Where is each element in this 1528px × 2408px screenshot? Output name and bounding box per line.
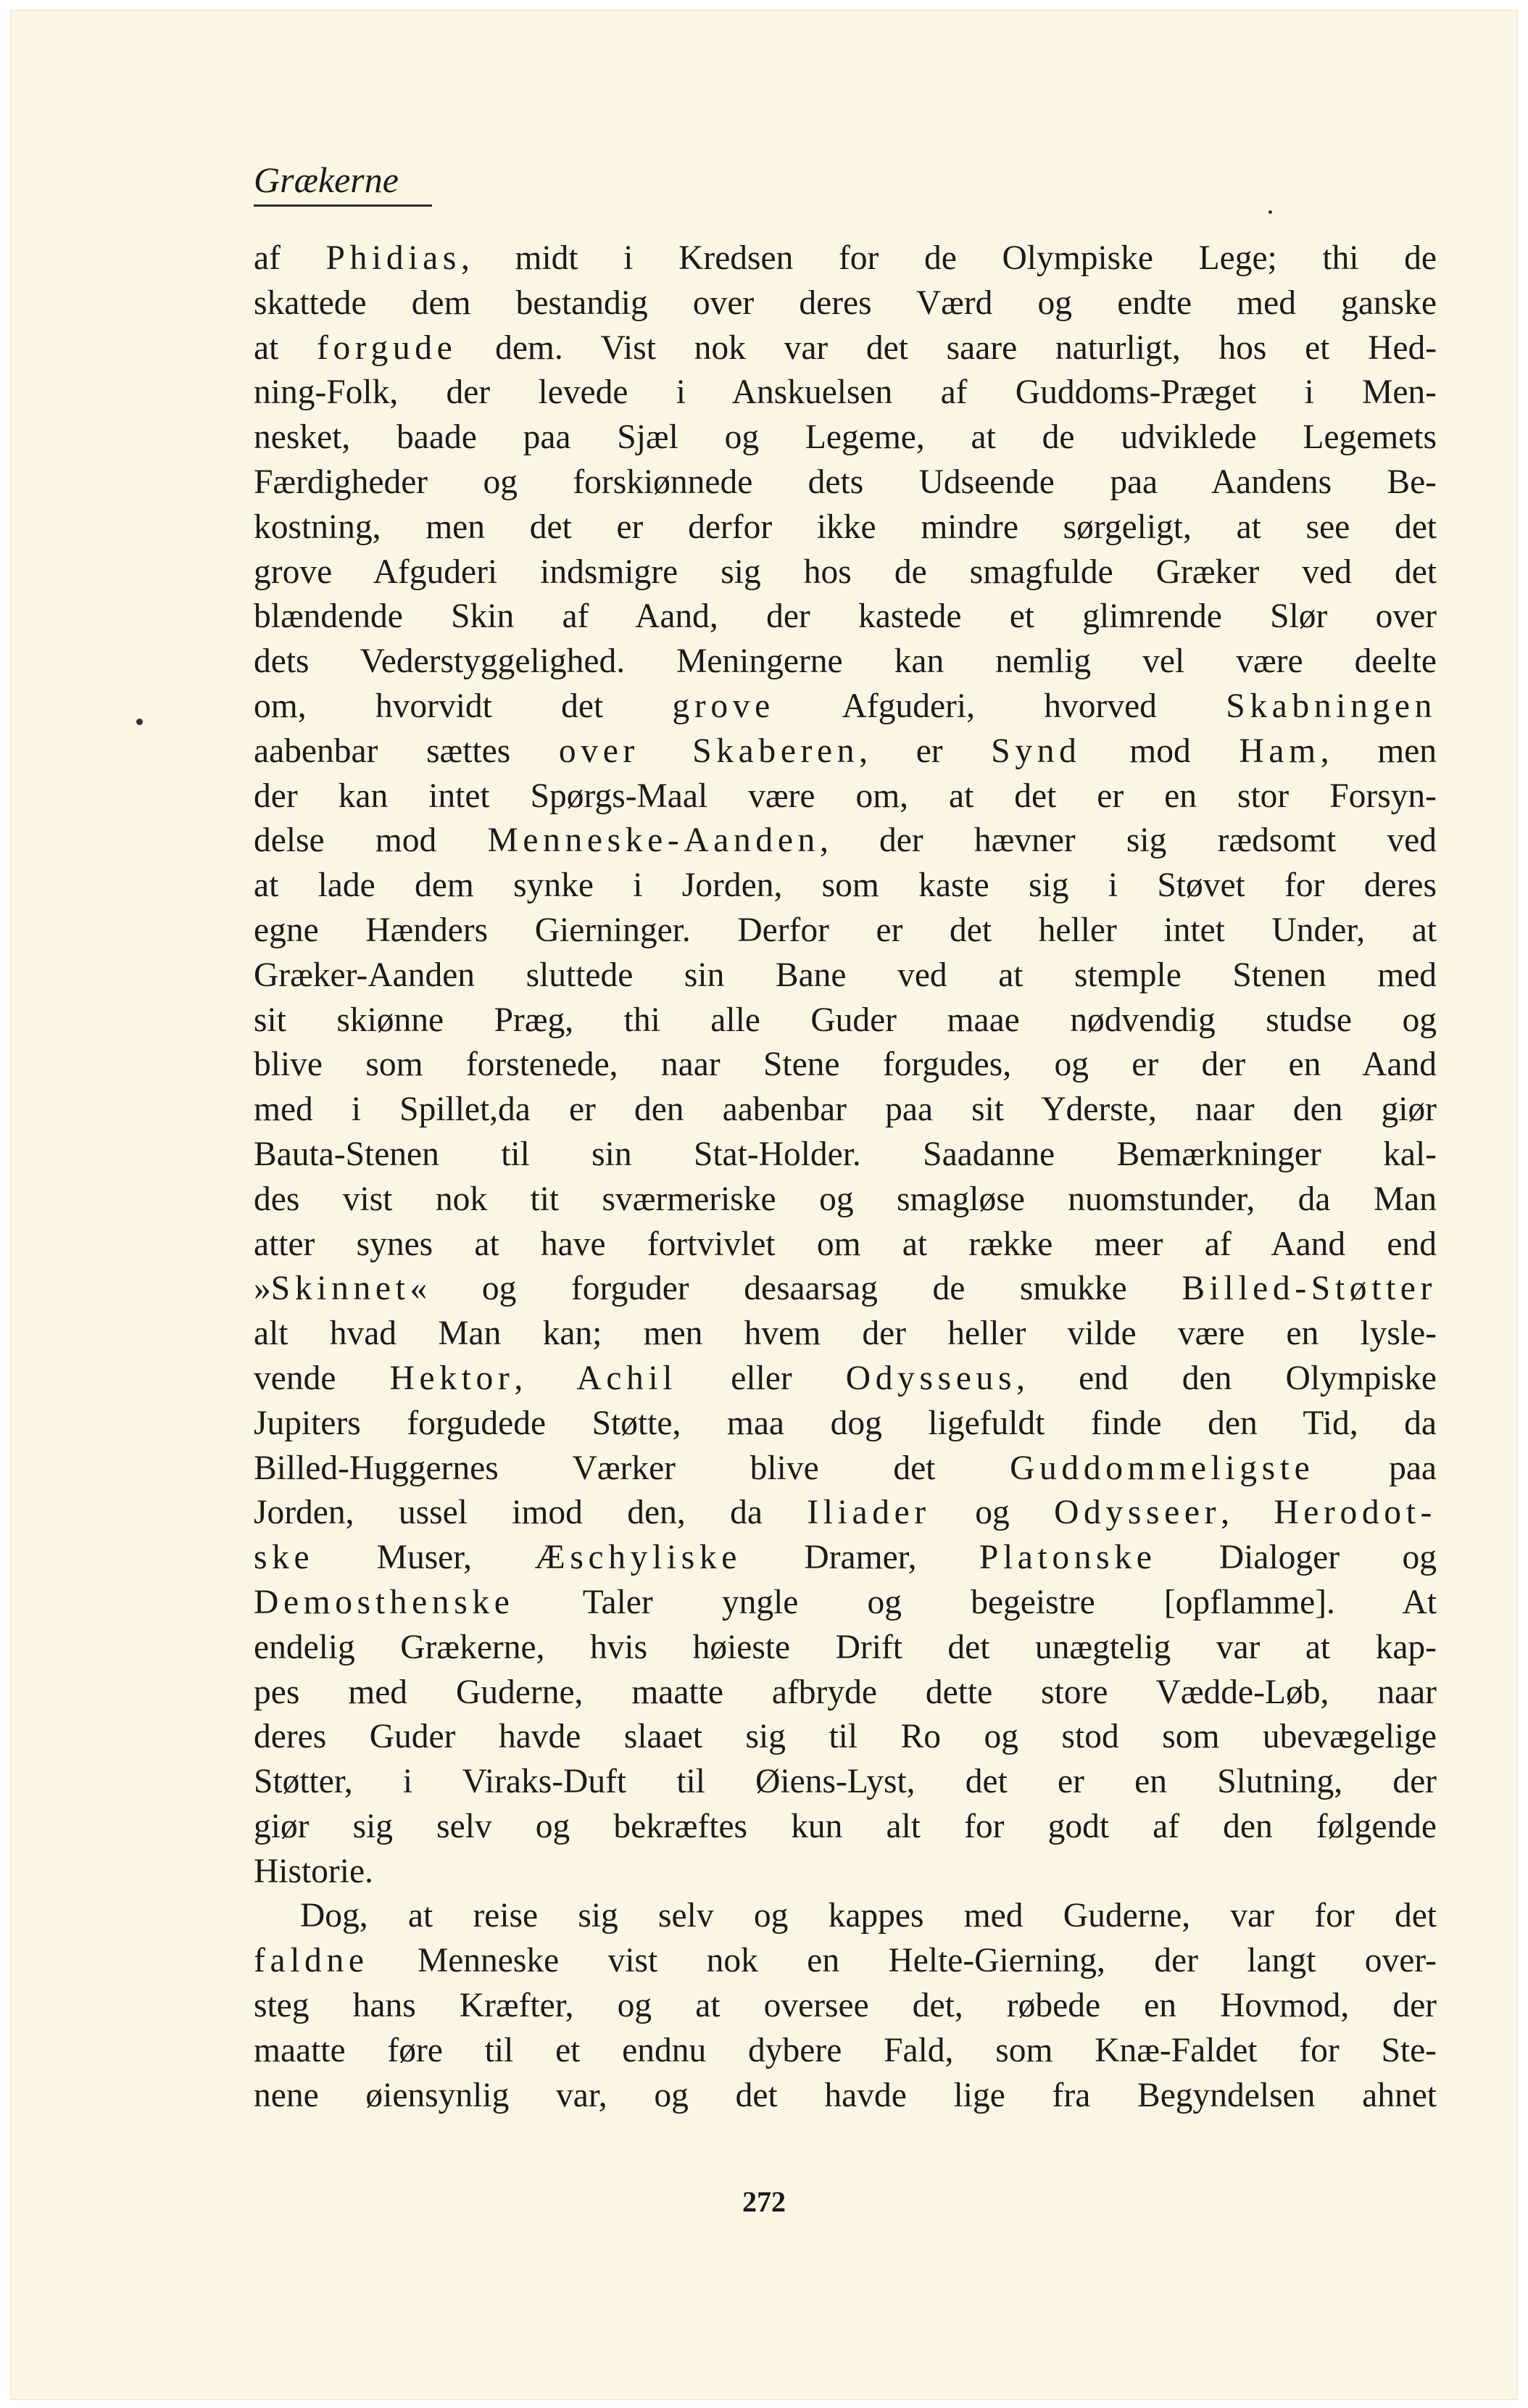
text-segment: Bauta-Stenen til sin Stat-Holder. Saadanne Bemærkninger kal- [254,1135,1437,1173]
text-line [254,1491,1437,1536]
book-page [10,10,1518,2400]
text-segment: med i Spillet,da er den aabenbar paa sit Yderste, naar den giør [254,1091,1437,1129]
text-line [254,1850,1437,1895]
running-header: Grækerne [254,160,399,200]
spaced-emphasis: Synd [991,732,1081,770]
spaced-emphasis: Ham [1239,732,1321,770]
spaced-emphasis: Platonske [979,1539,1157,1577]
text-segment: dets Vederstyggelighed. Meningerne kan nemlig vel være deelte [254,642,1437,681]
spaced-emphasis: ske [254,1539,315,1577]
text-segment: Afguderi, hvorved [774,687,1226,725]
text-line [254,1178,1437,1222]
spaced-emphasis: Phidias [325,239,461,277]
spaced-emphasis: Menneske-Aanden [487,822,820,860]
body-text [254,236,1437,2118]
text-line [254,1536,1437,1581]
text-line [254,819,1437,864]
text-line [254,1043,1437,1088]
text-segment: at [254,328,317,367]
text-segment: , [1221,1494,1274,1532]
text-line [254,864,1437,909]
spaced-emphasis: Achil [576,1359,678,1397]
spaced-emphasis: Hektor [389,1359,515,1397]
text-line [254,1267,1437,1312]
text-segment: Muser, [314,1539,535,1577]
text-line [254,281,1437,326]
spaced-emphasis: Skinnet [270,1270,410,1308]
text-line [254,1088,1437,1133]
spaced-emphasis: Billed-Støtter [1182,1270,1437,1308]
text-segment: Menneske vist nok en Helte-Gierning, der langt over- [368,1942,1437,1980]
spaced-emphasis: Odysseus [845,1359,1017,1397]
text-line [254,1222,1437,1267]
text-segment: nesket, baade paa Sjæl og Legeme, at de udviklede Legemets [254,418,1437,457]
spaced-emphasis: Skabningen [1226,687,1437,725]
text-line [254,2074,1437,2119]
margin-mark [1269,210,1272,214]
text-segment: Jupiters forgudede Støtte, maa dog ligefuldt finde den Tid, da [254,1404,1437,1442]
spaced-emphasis: Odysseer [1054,1494,1221,1532]
text-segment: og [930,1494,1055,1532]
text-segment: atter synes at have fortvivlet om at række meer af Aand end [254,1225,1437,1263]
text-line [254,236,1437,281]
text-line [254,1671,1437,1716]
text-segment: pes med Guderne, maatte afbryde dette store Vædde-Løb, naar [254,1673,1437,1711]
text-segment: steg hans Kræfter, og at oversee det, røbede en Hovmod, der [254,1987,1437,2025]
text-line [254,1133,1437,1178]
text-segment: , der hævner sig rædsomt ved [819,822,1437,860]
text-segment: egne Hænders Gierninger. Derfor er det heller intet Under, at [254,911,1437,949]
text-segment: skattede dem bestandig over deres Værd og endte med ganske [254,284,1437,322]
text-segment: at lade dem synke i Jorden, som kaste sig i Støvet for deres [254,866,1437,905]
text-segment: Dialoger og [1156,1539,1437,1577]
text-segment: Historie. [254,1852,373,1890]
page-number: 272 [742,2185,786,2218]
text-segment: , midt i Kredsen for de Olympiske Lege; thi de [460,239,1437,277]
text-line [254,1984,1437,2029]
text-segment: , men [1320,732,1437,770]
spaced-emphasis: faldne [254,1942,369,1980]
spaced-emphasis: forgude [316,328,457,367]
text-line [254,1626,1437,1671]
text-segment: , er [859,732,992,770]
text-line [254,550,1437,595]
text-line [254,640,1437,684]
text-line [254,684,1437,729]
text-segment: « og forguder desaarsag de smukke [410,1270,1182,1308]
text-segment: grove Afguderi indsmigre sig hos de smagfulde Græker ved det [254,553,1437,591]
text-segment: aabenbar sættes [254,732,559,770]
text-line [254,1581,1437,1626]
text-line [254,371,1437,415]
header-rule [254,204,432,207]
margin-mark [136,719,143,725]
text-line [254,415,1437,460]
text-line [254,505,1437,550]
text-segment: des vist nok tit sværmeriske og smagløse nuomstunder, da Man [254,1180,1437,1218]
text-segment: Dramer, [742,1539,979,1577]
spaced-emphasis: Æschyliske [534,1539,742,1577]
text-segment: , end den Olympiske [1016,1359,1437,1397]
text-line [254,998,1437,1043]
text-segment: Billed-Huggernes Værker blive det [254,1449,1010,1487]
text-line [254,729,1437,774]
text-line [254,909,1437,953]
text-segment: sit skiønne Præg, thi alle Guder maae nødvendig studse og [254,1001,1437,1039]
text-segment: dem. Vist nok var det saare naturligt, hos et Hed- [457,328,1437,367]
text-segment: blændende Skin af Aand, der kastede et glimrende Slør over [254,597,1437,636]
text-line [254,1939,1437,1984]
text-line [254,595,1437,640]
text-line [254,2029,1437,2074]
text-line [254,326,1437,371]
text-segment: giør sig selv og bekræftes kun alt for godt af den følgende [254,1807,1437,1845]
text-line [254,953,1437,998]
text-segment: alt hvad Man kan; men hvem der heller vilde være en lysle- [254,1315,1437,1353]
text-segment: paa [1314,1449,1437,1487]
text-line [254,1447,1437,1491]
spaced-emphasis: grove [672,687,775,725]
text-segment: endelig Grækerne, hvis høieste Drift det unægtelig var at kap- [254,1628,1437,1666]
text-segment: vende [254,1359,390,1397]
spaced-emphasis: Iliader [807,1494,931,1532]
text-segment: , [514,1359,577,1397]
text-segment: der kan intet Spørgs-Maal være om, at det er en stor Forsyn- [254,777,1437,815]
text-segment: Støtter, i Viraks-Duft til Øiens-Lyst, det er en Slutning, der [254,1763,1437,1801]
text-line [254,1805,1437,1850]
text-line [254,1357,1437,1402]
text-segment: » [254,1270,271,1308]
spaced-emphasis: over Skaberen [558,732,860,770]
text-segment: Dog, at reise sig selv og kappes med Guderne, var for det [300,1897,1437,1935]
text-segment: Færdigheder og forskiønnede dets Udseende paa Aandens Be- [254,463,1437,501]
spaced-emphasis: Herodot- [1274,1494,1437,1532]
text-segment: mod [1081,732,1240,770]
text-segment: delse mod [254,822,488,860]
text-segment: deres Guder havde slaaet sig til Ro og stod som ubevægelige [254,1718,1437,1756]
spaced-emphasis: Demosthenske [254,1583,515,1621]
text-segment: kostning, men det er derfor ikke mindre sørgeligt, at see det [254,508,1437,546]
text-segment: Jorden, ussel imod den, da [254,1494,807,1532]
text-line [254,1312,1437,1357]
spaced-emphasis: Guddommeligste [1010,1449,1315,1487]
text-line [254,1715,1437,1760]
text-segment: af [254,239,326,277]
text-line [254,460,1437,505]
text-line [254,774,1437,819]
text-segment: eller [677,1359,846,1397]
text-segment: om, hvorvidt det [254,687,673,725]
text-line [254,1760,1437,1805]
text-segment: ning-Folk, der levede i Anskuelsen af Guddoms-Præget i Men- [254,373,1437,412]
text-segment: nene øiensynlig var, og det havde lige fra Begyndelsen ahnet [254,2076,1437,2114]
text-segment: maatte føre til et endnu dybere Fald, som Knæ-Faldet for Ste- [254,2031,1437,2069]
text-line [254,1894,1437,1939]
text-segment: Taler yngle og begeistre [opflamme]. At [514,1583,1437,1621]
text-segment: Græker-Aanden sluttede sin Bane ved at stemple Stenen med [254,956,1437,994]
text-segment: blive som forstenede, naar Stene forgudes, og er der en Aand [254,1046,1437,1084]
text-line [254,1402,1437,1447]
